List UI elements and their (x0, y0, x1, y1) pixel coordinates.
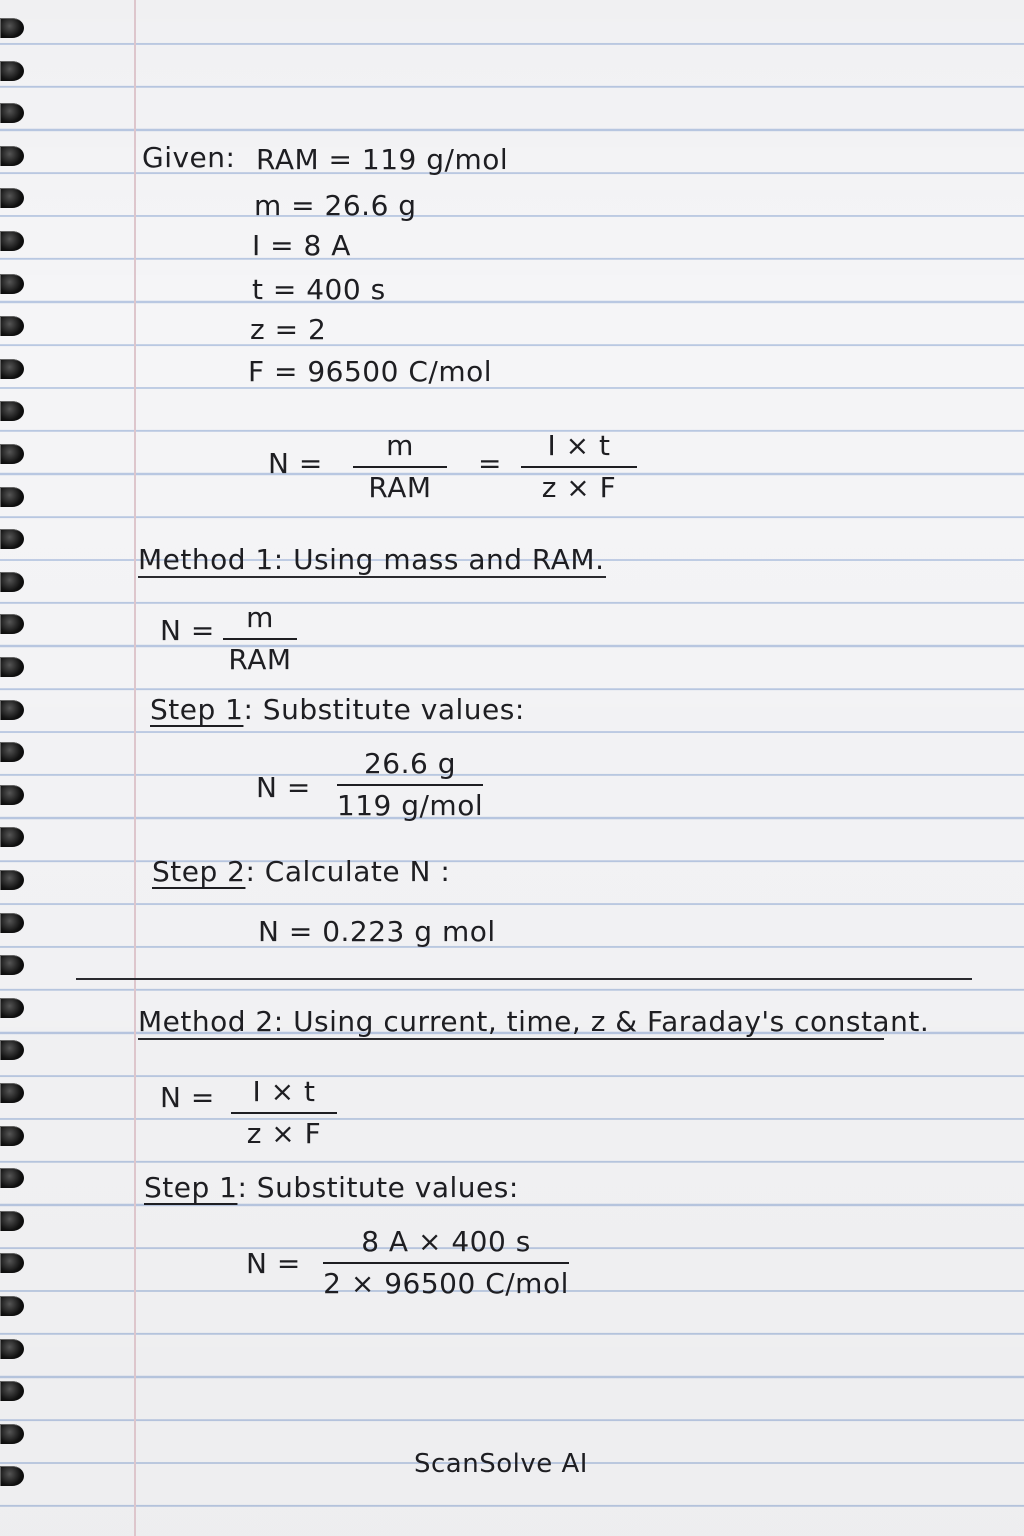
footer-brand: ScanSolve AI (414, 1449, 588, 1479)
spiral-ring (0, 998, 24, 1018)
spiral-ring (0, 614, 24, 634)
spiral-ring (0, 444, 24, 464)
given-z: z = 2 (250, 313, 327, 346)
spiral-ring (0, 231, 24, 251)
method2-heading: Method 2: Using current, time, z & Faraday's constant. (138, 1005, 930, 1038)
given-time: t = 400 s (252, 273, 386, 306)
spiral-ring (0, 274, 24, 294)
method2-step1-label: Step 1 (144, 1171, 238, 1204)
fraction-bar (323, 1262, 569, 1264)
spiral-ring (0, 1296, 24, 1316)
given-faraday: F = 96500 C/mol (248, 355, 493, 388)
spiral-ring (0, 785, 24, 805)
fraction-bar (223, 638, 297, 640)
spiral-ring (0, 401, 24, 421)
spiral-ring (0, 700, 24, 720)
main-formula-fraction-1 (352, 428, 448, 506)
method1-step1 (150, 692, 525, 728)
spiral-ring (0, 18, 24, 38)
given-current: I = 8 A (252, 229, 351, 262)
spiral-ring (0, 955, 24, 975)
method1-formula-numerator: m (246, 601, 274, 634)
method1-step2-text: : Calculate N : (245, 855, 451, 888)
spiral-ring (0, 61, 24, 81)
method1-result: N = 0.223 g mol (258, 915, 496, 948)
spiral-ring (0, 1381, 24, 1401)
given-ram: RAM = 119 g/mol (256, 143, 509, 176)
method1-formula-lhs: N = (160, 614, 215, 647)
method1-heading: Method 1: Using mass and RAM. (138, 543, 605, 576)
spiral-ring (0, 1466, 24, 1486)
spiral-ring (0, 1339, 24, 1359)
method1-step1-text: : Substitute values: (243, 693, 525, 726)
method1-step1-fraction (336, 746, 484, 824)
method1-formula-fraction (222, 600, 298, 678)
spiral-ring (0, 913, 24, 933)
fraction-bar (337, 784, 483, 786)
method2-step1-fraction (322, 1224, 570, 1302)
spiral-ring (0, 870, 24, 890)
given-mass: m = 26.6 g (254, 189, 417, 222)
spiral-ring (0, 146, 24, 166)
method2-step1-numerator: 8 A × 400 s (361, 1225, 531, 1258)
main-formula-frac1-denominator: RAM (368, 471, 432, 504)
fraction-bar (521, 466, 637, 468)
method2-formula-numerator: I × t (252, 1075, 316, 1108)
spiral-ring (0, 1168, 24, 1188)
spiral-ring (0, 188, 24, 208)
method1-step1-lhs: N = (256, 771, 311, 804)
main-formula-frac1-numerator: m (386, 429, 414, 462)
spiral-ring (0, 657, 24, 677)
main-formula-frac2-denominator: z × F (541, 471, 617, 504)
spiral-ring (0, 316, 24, 336)
fraction-bar (231, 1112, 337, 1114)
method1-formula-denominator: RAM (228, 643, 292, 676)
method2-step1 (144, 1170, 519, 1206)
spiral-ring (0, 529, 24, 549)
spiral-ring (0, 1424, 24, 1444)
method2-step1-denominator: 2 × 96500 C/mol (323, 1267, 569, 1300)
spiral-ring (0, 572, 24, 592)
main-formula-lhs: N = (268, 447, 323, 480)
main-formula-equals: = (478, 447, 502, 480)
main-formula-fraction-2 (520, 428, 638, 506)
method1-step2-label: Step 2 (152, 855, 246, 888)
method2-heading-underline (138, 1038, 884, 1040)
method1-heading-underline (138, 576, 606, 578)
fraction-bar (353, 466, 447, 468)
method2-step1-text: : Substitute values: (237, 1171, 519, 1204)
method2-step1-lhs: N = (246, 1247, 301, 1280)
spiral-ring (0, 103, 24, 123)
spiral-ring (0, 1040, 24, 1060)
spiral-ring (0, 1253, 24, 1273)
spiral-ring (0, 742, 24, 762)
spiral-ring (0, 1083, 24, 1103)
method2-formula-lhs: N = (160, 1081, 215, 1114)
method2-formula-fraction (230, 1074, 338, 1152)
method1-step1-numerator: 26.6 g (363, 747, 457, 780)
method2-formula-denominator: z × F (246, 1117, 322, 1150)
margin-line (134, 0, 136, 1536)
spiral-ring (0, 359, 24, 379)
section-divider (76, 978, 972, 980)
spiral-ring (0, 487, 24, 507)
spiral-ring (0, 1126, 24, 1146)
spiral-ring (0, 827, 24, 847)
given-label: Given: (142, 141, 236, 174)
main-formula-frac2-numerator: I × t (547, 429, 611, 462)
method1-step2 (152, 854, 450, 890)
spiral-ring (0, 1211, 24, 1231)
method1-step1-label: Step 1 (150, 693, 244, 726)
spiral-binding (0, 18, 30, 1518)
method1-step1-denominator: 119 g/mol (336, 789, 484, 822)
